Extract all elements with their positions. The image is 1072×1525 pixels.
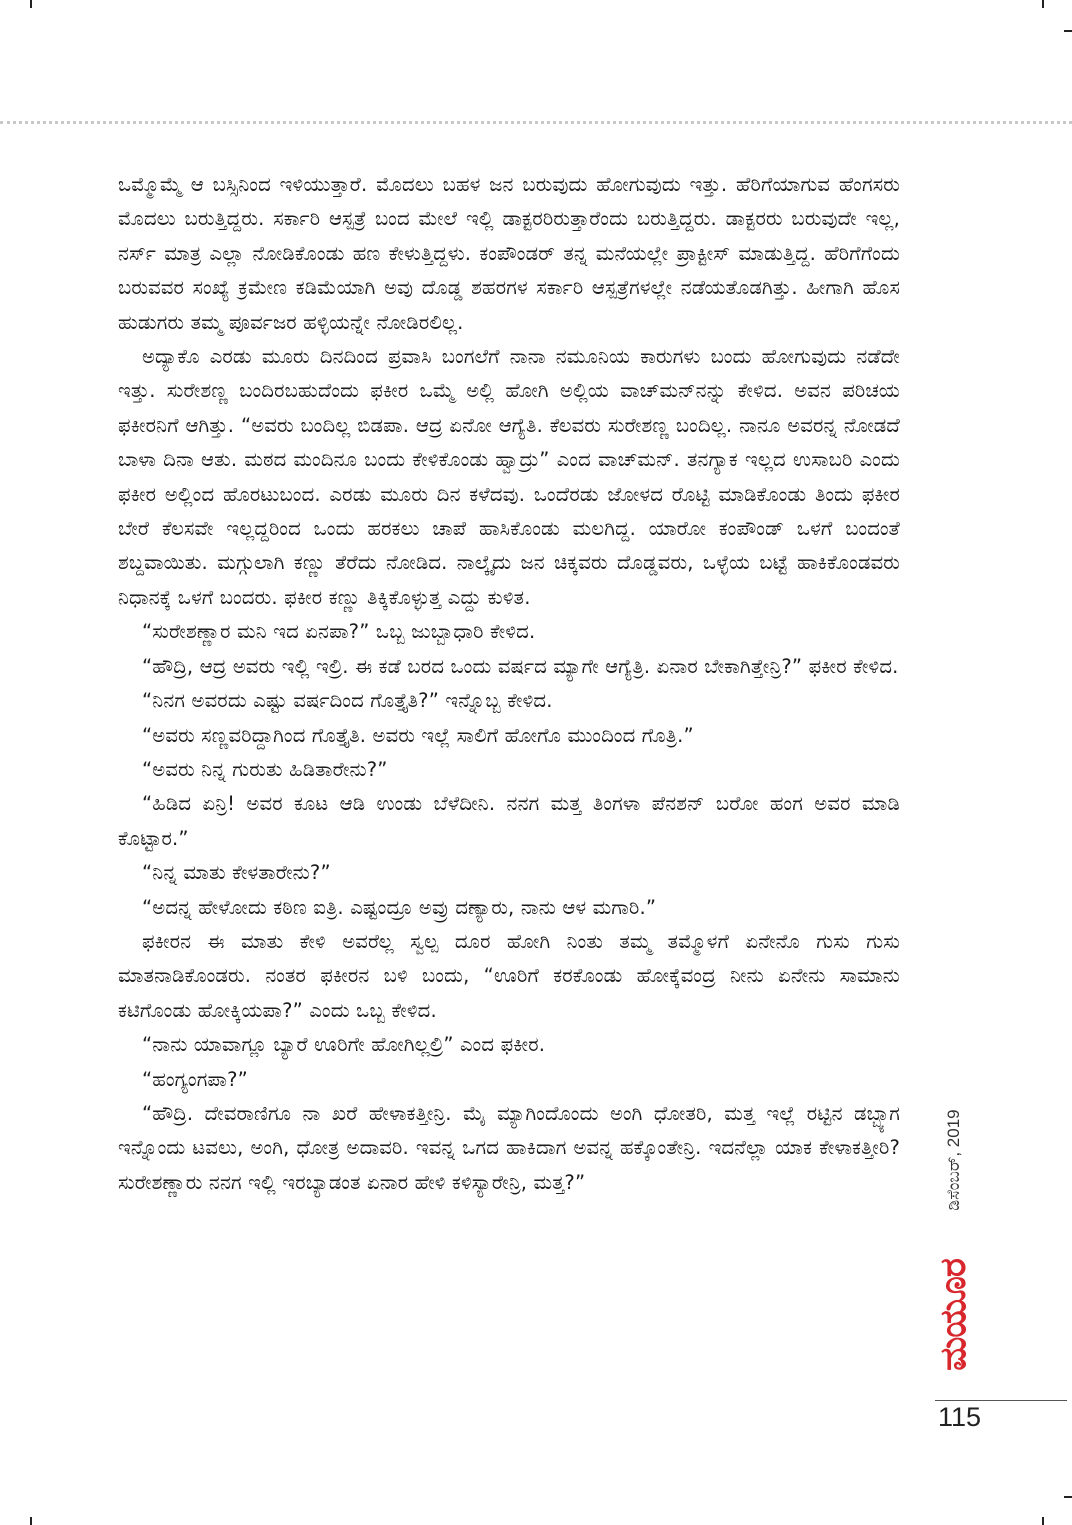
- magazine-logo-text: ಮಯೂರ: [933, 1259, 974, 1371]
- page-number: 115: [938, 1402, 982, 1432]
- paragraph: “ಅವರು ಸಣ್ಣವರಿದ್ದಾಗಿಂದ ಗೊತ್ತೈತಿ. ಅವರು ಇಲ್ಲೆ ಸಾಲಿಗೆ ಹೋಗೊ ಮುಂದಿಂದ ಗೊತ್ರಿ.”: [142, 723, 694, 747]
- paragraph: ಒಮ್ಮೊಮ್ಮೆ ಆ ಬಸ್ಸಿನಿಂದ ಇಳಿಯುತ್ತಾರೆ. ಮೊದಲು ಬಹಳ ಜನ ಬರುವುದು ಹೋಗುವುದು ಇತ್ತು. ಹೆರಿಗೆಯಾಗುವ ಹೆಂಗಸರು ಮೊದಲು ಬರುತ್ತಿದ್ದರು. ಸರ್ಕಾರಿ ಆಸ್ಪತ್ರೆ ಬಂದ ಮೇಲೆ ಇಲ್ಲಿ ಡಾಕ್ಟರರಿರುತ್ತಾರೆಂದು ಬರುತ್ತಿದ್ದರು. ಡಾಕ್ಟರರು ಬರುವುದೇ ಇಲ್ಲ, ನರ್ಸ್ ಮಾತ್ರ ಎಲ್ಲಾ ನೋಡಿಕೊಂಡು ಹಣ ಕೇಳುತ್ತಿದ್ದಳು. ಕಂಪೌಂಡರ್ ತನ್ನ ಮನೆಯಲ್ಲೇ ಪ್ರಾಕ್ಟೀಸ್ ಮಾಡುತ್ತಿದ್ದ. ಹೆರಿಗೆಗೆಂದು ಬರುವವರ ಸಂಖ್ಯೆ ಕ್ರಮೇಣ ಕಡಿಮೆಯಾಗಿ ಅವು ದೊಡ್ಡ ಶಹರಗಳ ಸರ್ಕಾರಿ ಆಸ್ಪತ್ರೆಗಳಲ್ಲೇ ನಡೆಯತೊಡಗಿತ್ತು. ಹೀಗಾಗಿ ಹೊಸ ಹುಡುಗರು ತಮ್ಮ ಪೂರ್ವಜರ ಹಳ್ಳಿಯನ್ನೇ ನೋಡಿರಲಿಲ್ಲ.: [118, 173, 900, 334]
- paragraph: “ನಿನ್ನ ಮಾತು ಕೇಳತಾರೇನು?”: [142, 861, 331, 885]
- paragraph: ಅದ್ಯಾಕೊ ಎರಡು ಮೂರು ದಿನದಿಂದ ಪ್ರವಾಸಿ ಬಂಗಲೆಗೆ ನಾನಾ ನಮೂನಿಯ ಕಾರುಗಳು ಬಂದು ಹೋಗುವುದು ನಡೆದೇ ಇತ್ತು. ಸುರೇಶಣ್ಣ ಬಂದಿರಬಹುದೆಂದು ಫಕೀರ ಒಮ್ಮೆ ಅಲ್ಲಿ ಹೋಗಿ ಅಲ್ಲಿಯ ವಾಚ್‌ಮನ್‌ನನ್ನು ಕೇಳಿದ. ಅವನ ಪರಿಚಯ ಫಕೀರನಿಗೆ ಆಗಿತ್ತು. “ಅವರು ಬಂದಿಲ್ಲ ಬಿಡಪಾ. ಆದ್ರ ಏನೋ ಆಗ್ಯೆತಿ. ಕೆಲವರು ಸುರೇಶಣ್ಣ ಬಂದಿಲ್ಲ. ನಾನೂ ಅವರನ್ನ ನೋಡದೆ ಬಾಳಾ ದಿನಾ ಆತು. ಮಠದ ಮಂದಿನೂ ಬಂದು ಕೇಳಿಕೊಂಡು ಹ್ವಾದ್ರು” ಎಂದ ವಾಚ್‌ಮನ್. ತನಗ್ಯಾಕ ಇಲ್ಲದ ಉಸಾಬರಿ ಎಂದು ಫಕೀರ ಅಲ್ಲಿಂದ ಹೊರಟುಬಂದ. ಎರಡು ಮೂರು ದಿನ ಕಳೆದವು. ಒಂದೆರಡು ಜೋಳದ ರೊಟ್ಟಿ ಮಾಡಿಕೊಂಡು ತಿಂದು ಫಕೀರ ಬೇರೆ ಕೆಲಸವೇ ಇಲ್ಲದ್ದರಿಂದ ಒಂದು ಹರಕಲು ಚಾಪೆ ಹಾಸಿಕೊಂಡು ಮಲಗಿದ್ದ. ಯಾರೋ ಕಂಪೌಂಡ್ ಒಳಗೆ ಬಂದಂತೆ ಶಬ್ದವಾಯಿತು. ಮಗ್ಗುಲಾಗಿ ಕಣ್ಣು ತೆರೆದು ನೋಡಿದ. ನಾಲ್ಕೈದು ಜನ ಚಿಕ್ಕವರು ದೊಡ್ಡವರು, ಒಳ್ಳೆಯ ಬಟ್ಟೆ ಹಾಕಿಕೊಂಡವರು ನಿಧಾನಕ್ಕೆ ಒಳಗೆ ಬಂದರು. ಫಕೀರ ಕಣ್ಣು ತಿಕ್ಕಿಕೊಳ್ಳುತ್ತ ಎದ್ದು ಕುಳಿತ.: [118, 345, 900, 609]
- paragraph: “ಹಂಗ್ಯಂಗಪಾ?”: [142, 1067, 248, 1091]
- paragraph: “ನಿನಗ ಅವರದು ಎಷ್ಟು ವರ್ಷದಿಂದ ಗೊತ್ತೈತಿ?” ಇನ್ನೊಬ್ಬ ಕೇಳಿದ.: [142, 689, 553, 713]
- paragraph: “ಹೌದ್ರಿ. ದೇವರಾಣಿಗೂ ನಾ ಖರೆ ಹೇಳಾಕತ್ತೀನ್ರಿ. ಮೈ ಮ್ಯಾಗಿಂದೊಂದು ಅಂಗಿ ಧೋತರಿ, ಮತ್ತ ಇಲ್ಲೆ ರಟ್ಟಿನ ಡಬ್ಬ್ಯಾಗ ಇನ್ನೊಂದು ಟವಲು, ಅಂಗಿ, ಧೋತ್ರ ಅದಾವರಿ. ಇವನ್ನ ಒಗದ ಹಾಕಿದಾಗ ಅವನ್ನ ಹಕ್ಕೊಂತೇನ್ರಿ. ಇದನೆಲ್ಲಾ ಯಾಕ ಕೇಳಾಕತ್ತೀರಿ? ಸುರೇಶಣ್ಣಾರು ನನಗ ಇಲ್ಲಿ ಇರಬ್ಯಾಡಂತ ಏನಾರ ಹೇಳಿ ಕಳಿಸ್ಯಾರೇನ್ರಿ, ಮತ್ತ?”: [118, 1101, 900, 1194]
- paragraph: “ಸುರೇಶಣ್ಣಾರ ಮನಿ ಇದ ಏನಪಾ?” ಒಬ್ಬ ಜುಬ್ಬಾಧಾರಿ ಕೇಳಿದ.: [142, 620, 536, 644]
- paragraph: “ಅದನ್ನ ಹೇಳೋದು ಕಠಿಣ ಐತ್ರಿ. ಎಷ್ಟಂದ್ರೂ ಅವ್ರು ದಣ್ಯಾರು, ನಾನು ಆಳ ಮಗಾರಿ.”: [142, 895, 657, 919]
- crop-mark-right-upper: [1064, 30, 1072, 32]
- issue-date: [943, 1095, 965, 1225]
- paragraph: “ಹೌದ್ರಿ, ಆದ್ರ ಅವರು ಇಲ್ಲಿ ಇಲ್ರಿ. ಈ ಕಡೆ ಬರದ ಒಂದು ವರ್ಷದ ಮ್ಯಾಗೇ ಆಗ್ಯೆತ್ರಿ. ಏನಾರ ಬೇಕಾಗಿತ್ತೇನ್ರಿ?” ಫಕೀರ ಕೇಳಿದ.: [142, 654, 899, 678]
- header-dotted-divider: [0, 121, 1072, 124]
- crop-mark-bottom-left: [30, 1517, 32, 1525]
- magazine-logo: [934, 1240, 974, 1390]
- crop-mark-right-lower: [1064, 1496, 1072, 1498]
- paragraph: “ನಾನು ಯಾವಾಗ್ಲೂ ಬ್ಯಾರೆ ಊರಿಗೇ ಹೋಗಿಲ್ಲಲ್ರಿ” ಎಂದ ಫಕೀರ.: [142, 1033, 546, 1057]
- crop-mark-top-left: [30, 0, 32, 8]
- paragraph: “ಹಿಡಿದ ಏನ್ರಿ! ಅವರ ಕೂಟ ಆಡಿ ಉಂಡು ಬೆಳೆದೀನಿ. ನನಗ ಮತ್ತ ತಿಂಗಳಾ ಪೆನಶನ್ ಬರೋ ಹಂಗ ಅವರ ಮಾಡಿ ಕೊಟ್ಟಾರ.”: [118, 792, 900, 850]
- article-body: [118, 168, 900, 1200]
- crop-mark-top-right: [1042, 0, 1044, 8]
- paragraph: ಫಕೀರನ ಈ ಮಾತು ಕೇಳಿ ಅವರೆಲ್ಲ ಸ್ವಲ್ಪ ದೂರ ಹೋಗಿ ನಿಂತು ತಮ್ಮ ತಮ್ಮೊಳಗೆ ಏನೇನೊ ಗುಸು ಗುಸು ಮಾತನಾಡಿಕೊಂಡರು. ನಂತರ ಫಕೀರನ ಬಳಿ ಬಂದು, “ಊರಿಗೆ ಕರಕೊಂಡು ಹೋಕ್ಕೆವಂದ್ರ ನೀನು ಏನೇನು ಸಾಮಾನು ಕಟಿಗೊಂಡು ಹೋಕ್ಕಿಯಪಾ?” ಎಂದು ಒಬ್ಬ ಕೇಳಿದ.: [118, 929, 900, 1022]
- paragraph: “ಅವರು ನಿನ್ನ ಗುರುತು ಹಿಡಿತಾರೇನು?”: [142, 757, 388, 781]
- crop-mark-bottom-right: [1042, 1517, 1044, 1525]
- issue-date-text: ಡಿಸೆಂಬರ್, 2019: [944, 1109, 963, 1211]
- page-number-rule: [935, 1400, 1067, 1401]
